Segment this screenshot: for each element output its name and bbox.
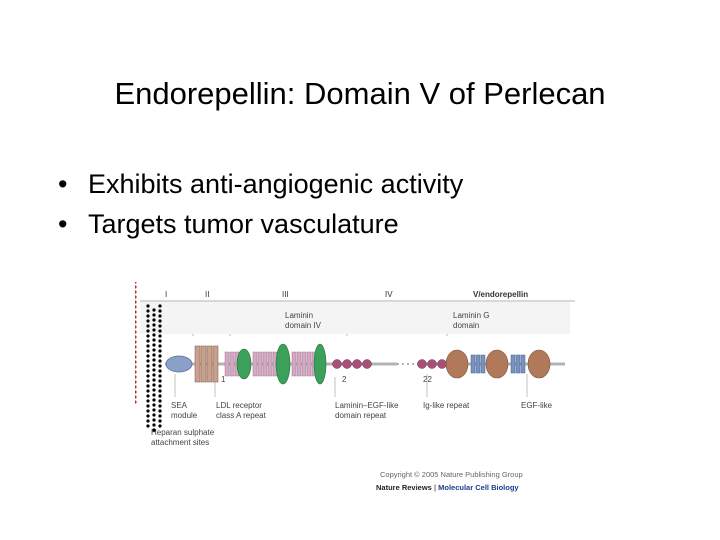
domain-header-iii: III [282,290,289,299]
label-laminin-iv-1: Laminin [285,311,314,320]
ig-beads-b [418,360,447,369]
bullet-list [58,164,463,244]
domain-header-i: I [165,290,168,299]
bullet-text: Targets tumor vasculature [88,209,399,239]
globular-domain-1 [237,349,251,379]
domain-header-v: V/endorepellin [473,290,529,299]
legend-ig-like: Ig-like repeat [423,401,470,410]
laminin-egf-repeats-b [253,352,277,376]
repeat-number-2: 2 [342,375,347,384]
journal-section: Molecular Cell Biology [438,483,519,492]
label-laminin-iv-2: domain IV [285,321,322,330]
journal-credit [376,483,519,492]
repeat-number-1: 1 [221,375,226,384]
bullet-dot: • [58,209,68,239]
copyright-line: Copyright © 2005 Nature Publishing Group [380,470,523,479]
egf-like-repeats-a [471,355,485,373]
heparan-sulphate-chains [135,282,137,404]
legend-ldl-2: class A repeat [216,411,266,420]
legend-ldl-1: LDL receptor [216,401,262,410]
globular-domain-3 [314,344,326,384]
bullet-item [58,164,463,204]
leader-lines [175,374,527,397]
legend-egf-like: EGF-like [521,401,553,410]
domain-header-iv: IV [385,290,393,299]
sea-module [166,356,192,372]
legend-heparan-2: attachment sites [151,438,210,447]
legend-laminin-egf-2: domain repeat [335,411,387,420]
domain-header-ii: II [205,290,210,299]
legend-sea-2: module [171,411,198,420]
bullet-dot: • [58,169,68,199]
perlecan-domain-figure [135,282,580,497]
laminin-g-domain-3 [528,350,550,378]
globular-domain-2 [276,344,290,384]
legend-laminin-egf-1: Laminin–EGF-like [335,401,399,410]
legend-sea-1: SEA [171,401,188,410]
egf-like-repeats-b [511,355,525,373]
bullet-text: Exhibits anti-angiogenic activity [88,169,464,199]
repeat-number-22: 22 [423,375,432,384]
journal-name: Nature Reviews [376,483,432,492]
bullet-item [58,204,463,244]
perlecan-diagram [135,282,580,497]
slide-title: Endorepellin: Domain V of Perlecan [114,76,606,111]
credit-separator: | [431,483,439,492]
label-laminin-g-1: Laminin G [453,311,490,320]
legend-heparan-1: Heparan sulphate [151,428,215,437]
laminin-egf-repeats-c [292,352,316,376]
laminin-g-domain-1 [446,350,468,378]
label-laminin-g-2: domain [453,321,480,330]
laminin-g-domain-2 [486,350,508,378]
header-band [140,302,570,334]
